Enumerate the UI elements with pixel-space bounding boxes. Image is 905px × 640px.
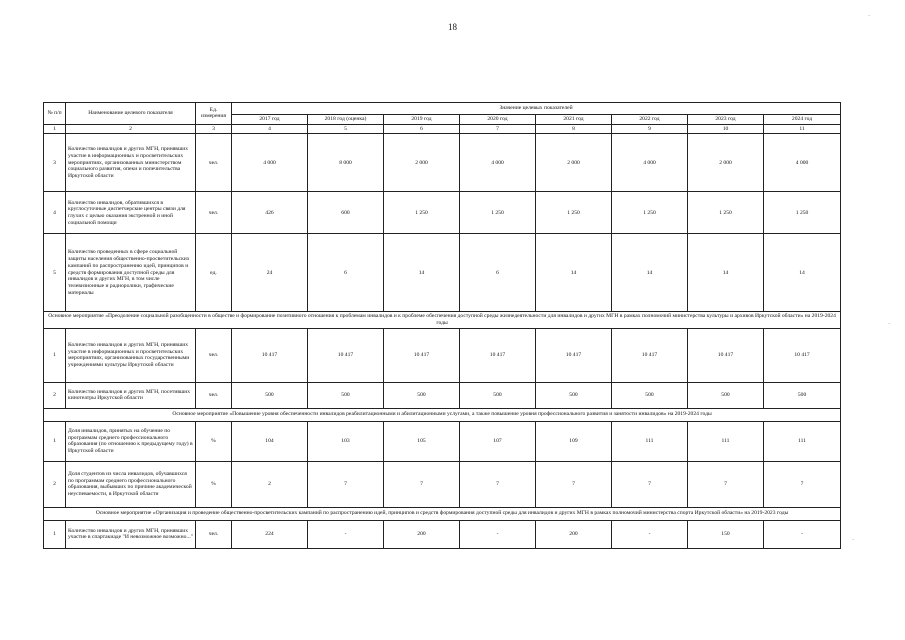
value-cell: 111: [612, 421, 688, 461]
value-cell: 7: [764, 461, 841, 507]
value-cell: 7: [612, 461, 688, 507]
unit-cell: чел.: [196, 134, 232, 192]
section-title: Основное мероприятие «Организация и проведение общественно-просветительских кампаний по распространению идей, принципов и средств формирования доступной среды для инвалидов и других МГН в рамках полномочий министерства спорта Иркутской области» на 2019-2023 годы: [44, 507, 841, 520]
row-number: 3: [44, 134, 66, 192]
column-index: 7: [460, 124, 536, 134]
value-cell: 10 417: [688, 328, 764, 382]
table-row: [44, 520, 841, 548]
table-row: [44, 421, 841, 461]
value-cell: 1 250: [764, 192, 841, 234]
indicator-name: Количество инвалидов и других МГН, посетивших кинотеатры Иркутской области: [66, 382, 196, 408]
unit-cell: ед.: [196, 234, 232, 312]
column-index: 1: [44, 124, 66, 134]
value-cell: 1 250: [460, 192, 536, 234]
column-index: 2: [66, 124, 196, 134]
indicator-name: Количество инвалидов, обратившихся в круглосуточные диспетчерские центры связи для глухих с целью оказания экстренной и иной социальной помощи: [66, 192, 196, 234]
table-row: [44, 328, 841, 382]
row-number: 2: [44, 382, 66, 408]
value-cell: 6: [308, 234, 384, 312]
value-cell: 7: [460, 461, 536, 507]
value-cell: 10 417: [308, 328, 384, 382]
unit-cell: %: [196, 461, 232, 507]
header-number: № п/п: [44, 103, 66, 125]
section-title: Основное мероприятие «Повышение уровня обеспеченности инвалидов реабилитационными и абилитационными услугами, а также повышение уровня профессионального развития и занятости инвалидов» на 2019-2024 годы: [44, 408, 841, 421]
unit-cell: чел.: [196, 192, 232, 234]
value-cell: 500: [764, 382, 841, 408]
section-row: [44, 507, 841, 520]
target-indicators-table: [43, 102, 841, 549]
header-indicator-name: Наименование целевого показателя: [66, 103, 196, 125]
value-cell: 1 250: [688, 192, 764, 234]
value-cell: 8 000: [308, 134, 384, 192]
value-cell: 103: [308, 421, 384, 461]
value-cell: 107: [460, 421, 536, 461]
column-index: 4: [232, 124, 308, 134]
value-cell: 104: [232, 421, 308, 461]
page-number: 18: [448, 22, 457, 32]
value-cell: 10 417: [536, 328, 612, 382]
value-cell: 500: [308, 382, 384, 408]
value-cell: 426: [232, 192, 308, 234]
value-cell: 105: [384, 421, 460, 461]
value-cell: 500: [232, 382, 308, 408]
table-row: [44, 382, 841, 408]
scan-mark: ·: [888, 320, 891, 328]
table-row: [44, 134, 841, 192]
unit-cell: %: [196, 421, 232, 461]
value-cell: 10 417: [232, 328, 308, 382]
value-cell: -: [308, 520, 384, 548]
unit-cell: чел.: [196, 382, 232, 408]
column-index: 3: [196, 124, 232, 134]
value-cell: 24: [232, 234, 308, 312]
column-index: 10: [688, 124, 764, 134]
value-cell: 14: [384, 234, 460, 312]
value-cell: 200: [384, 520, 460, 548]
header-year: 2020 год: [460, 115, 536, 125]
table-row: [44, 461, 841, 507]
value-cell: 600: [308, 192, 384, 234]
value-cell: 150: [688, 520, 764, 548]
value-cell: 7: [384, 461, 460, 507]
column-index: 6: [384, 124, 460, 134]
header-year: 2017 год: [232, 115, 308, 125]
value-cell: 111: [688, 421, 764, 461]
value-cell: 7: [688, 461, 764, 507]
value-cell: 6: [460, 234, 536, 312]
value-cell: 2 000: [384, 134, 460, 192]
indicator-name: Доля инвалидов, принятых на обучение по программам среднего профессионального образования (по отношению к предыдущему году) в Иркутской области: [66, 421, 196, 461]
section-title: Основное мероприятие «Преодоление социальной разобщенности в обществе и формирование позитивного отношения к проблемам инвалидов и к проблеме обеспечения доступной среды жизнедеятельности для инвалидов и других МГН в рамках полномочий министерства культуры и архивов Иркутской области» на 2019-2024 годы: [44, 312, 841, 328]
value-cell: 4 000: [232, 134, 308, 192]
value-cell: 14: [612, 234, 688, 312]
row-number: 1: [44, 520, 66, 548]
header-year: 2019 год: [384, 115, 460, 125]
value-cell: 2 000: [536, 134, 612, 192]
value-cell: 4 000: [764, 134, 841, 192]
header-unit: Ед. измерения: [196, 103, 232, 125]
value-cell: 7: [536, 461, 612, 507]
row-number: 5: [44, 234, 66, 312]
value-cell: 7: [308, 461, 384, 507]
unit-cell: чел.: [196, 520, 232, 548]
column-index: 9: [612, 124, 688, 134]
header-year: 2024 год: [764, 115, 841, 125]
unit-cell: чел.: [196, 328, 232, 382]
value-cell: 500: [612, 382, 688, 408]
value-cell: 14: [536, 234, 612, 312]
value-cell: 4 000: [612, 134, 688, 192]
value-cell: 1 250: [536, 192, 612, 234]
table-row: [44, 234, 841, 312]
section-row: [44, 408, 841, 421]
value-cell: 500: [460, 382, 536, 408]
value-cell: 1 250: [384, 192, 460, 234]
header-year: 2021 год: [536, 115, 612, 125]
value-cell: 14: [764, 234, 841, 312]
indicator-name: Количество инвалидов и других МГН, принявших участие в спартакиаде "И невозможное возможно...": [66, 520, 196, 548]
value-cell: 500: [384, 382, 460, 408]
indicator-name: Количество инвалидов и других МГН, принявших участие в информационных и просветительских мероприятиях, организованных министерством социального развития, опеки и попечительства Иркутской области: [66, 134, 196, 192]
value-cell: 2 000: [688, 134, 764, 192]
value-cell: 224: [232, 520, 308, 548]
value-cell: 10 417: [764, 328, 841, 382]
indicator-name: Количество инвалидов и других МГН, принявших участие в информационных и просветительских мероприятиях, организованных государственными учреждениями культуры Иркутской области: [66, 328, 196, 382]
column-index: 5: [308, 124, 384, 134]
header-year: 2023 год: [688, 115, 764, 125]
value-cell: 111: [764, 421, 841, 461]
section-row: [44, 312, 841, 328]
scan-mark: ·: [852, 536, 855, 544]
value-cell: 1 250: [612, 192, 688, 234]
value-cell: 10 417: [460, 328, 536, 382]
value-cell: 109: [536, 421, 612, 461]
row-number: 1: [44, 421, 66, 461]
value-cell: 10 417: [612, 328, 688, 382]
header-year: 2022 год: [612, 115, 688, 125]
column-index: 8: [536, 124, 612, 134]
value-cell: 2: [232, 461, 308, 507]
row-number: 1: [44, 328, 66, 382]
column-index: 11: [764, 124, 841, 134]
header-year: 2018 год (оценка): [308, 115, 384, 125]
row-number: 2: [44, 461, 66, 507]
value-cell: 4 000: [460, 134, 536, 192]
header-values-group: Значение целевых показателей: [232, 103, 841, 115]
value-cell: -: [612, 520, 688, 548]
value-cell: 500: [536, 382, 612, 408]
value-cell: -: [764, 520, 841, 548]
scan-mark: ·: [868, 12, 871, 20]
row-number: 4: [44, 192, 66, 234]
indicator-name: Количество проведенных в сфере социальной защиты населения общественно-просветительских кампаний по распространению идей, принципов и средств формирования доступной среды для инвалидов и других МГН, в том числе телевизионные и радиоролики, графические материалы: [66, 234, 196, 312]
value-cell: 14: [688, 234, 764, 312]
value-cell: 200: [536, 520, 612, 548]
indicator-name: Доля студентов из числа инвалидов, обучавшихся по программам среднего профессионального образования, выбывших по причине академической неуспеваемости, в Иркутской области: [66, 461, 196, 507]
value-cell: -: [460, 520, 536, 548]
value-cell: 10 417: [384, 328, 460, 382]
table-row: [44, 192, 841, 234]
value-cell: 500: [688, 382, 764, 408]
